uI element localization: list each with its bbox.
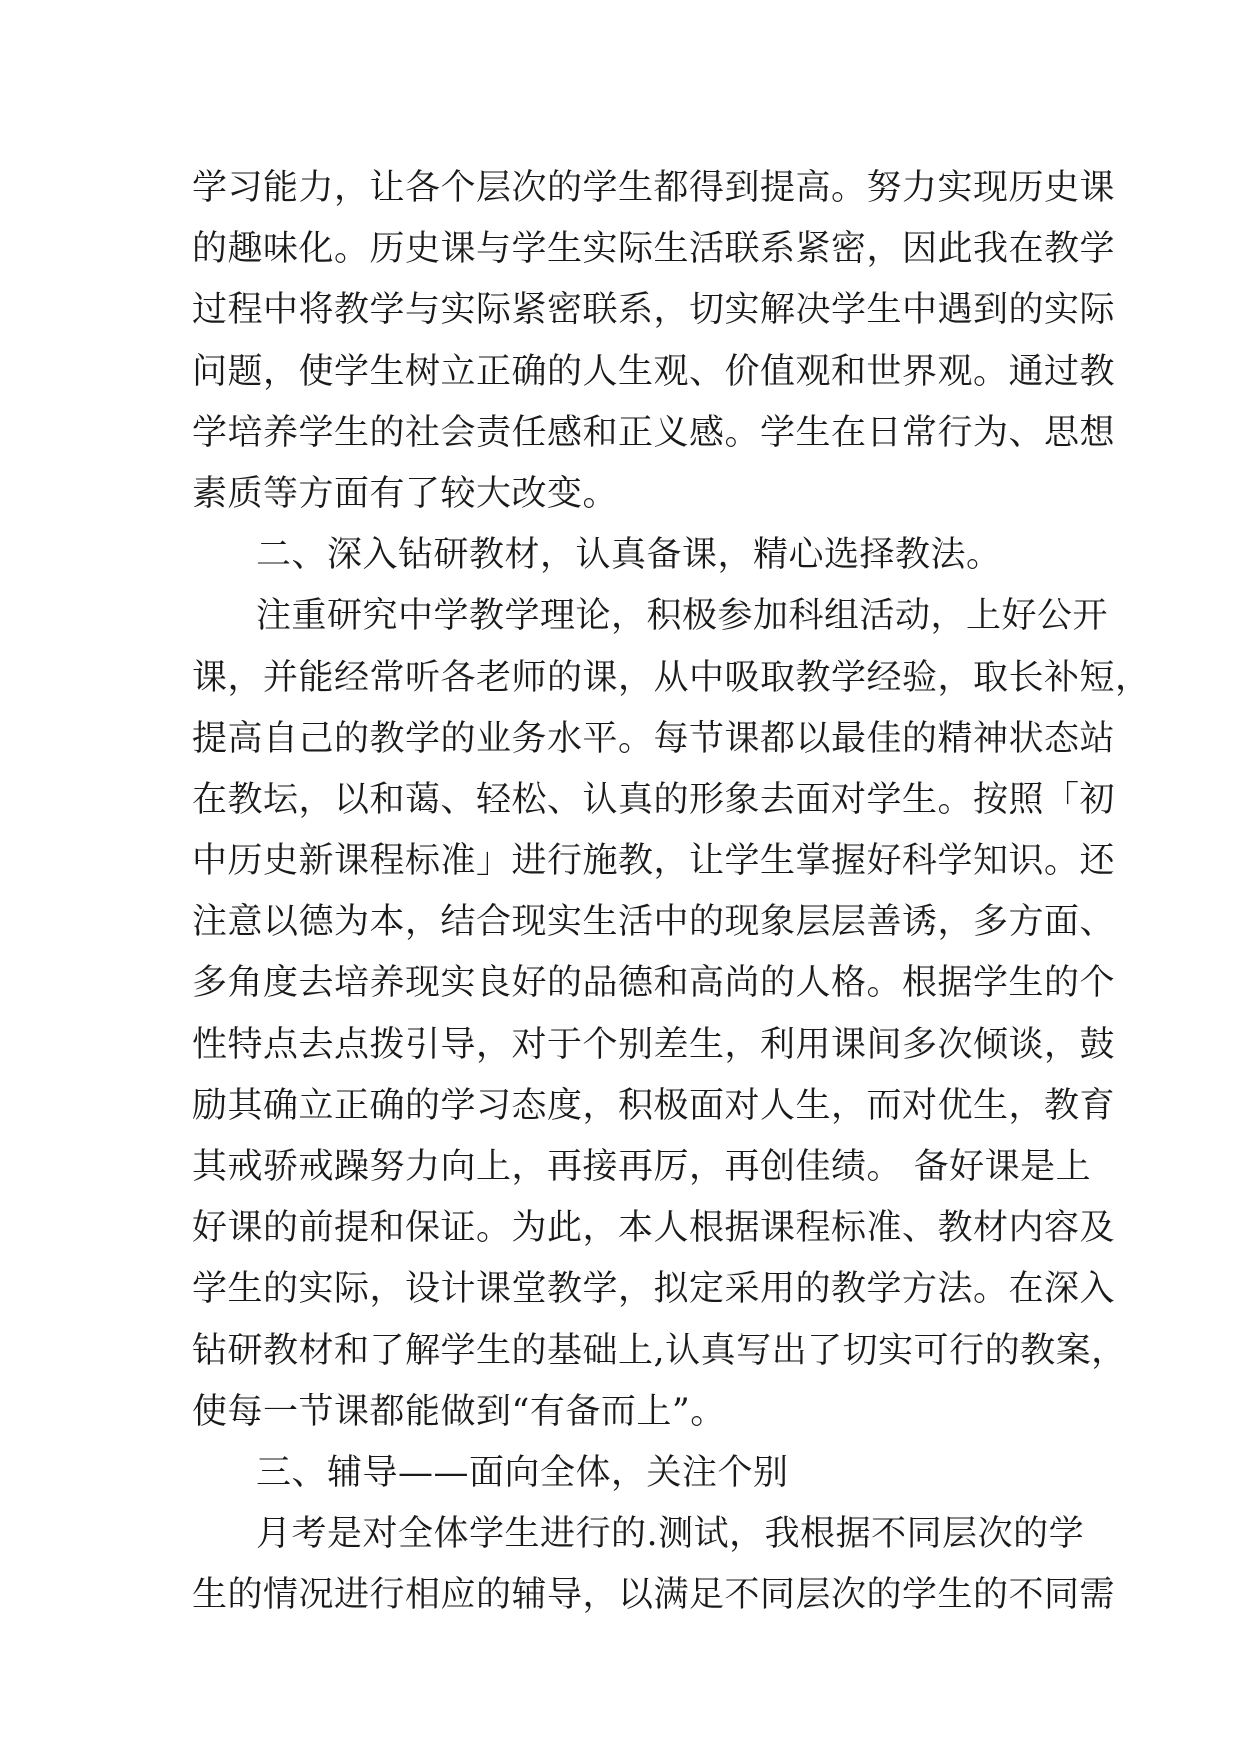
section-heading: 二、深入钻研教材，认真备课，精心选择教法。 <box>256 535 1002 576</box>
text-line: 过程中将教学与实际紧密联系，切实解决学生中遇到的实际 <box>192 290 1116 331</box>
text-line: 钻研教材和了解学生的基础上,认真写出了切实可行的教案， <box>192 1330 1127 1371</box>
text-line: 的趣味化。历史课与学生实际生活联系紧密，因此我在教学 <box>192 229 1116 270</box>
text-line: 其戒骄戒躁努力向上，再接再厉，再创佳绩。 备好课是上 <box>192 1147 1092 1187</box>
text-line: 提高自己的教学的业务水平。每节课都以最佳的精神状态站 <box>192 718 1116 759</box>
text-line: 中历史新课程标准」进行施教，让学生掌握好科学知识。还 <box>192 841 1116 882</box>
text-line: 注意以德为本，结合现实生活中的现象层层善诱，多方面、 <box>192 902 1116 943</box>
text-line: 学生的实际，设计课堂教学，拟定采用的教学方法。在深入 <box>192 1269 1116 1310</box>
text-line: 学习能力，让各个层次的学生都得到提高。努力实现历史课 <box>192 168 1116 208</box>
text-line: 使每一节课都能做到“有备而上”。 <box>192 1391 726 1432</box>
text-line: 课，并能经常听各老师的课，从中吸取教学经验，取长补短， <box>192 657 1151 698</box>
text-line: 注重研究中学教学理论，积极参加科组活动，上好公开 <box>256 596 1109 637</box>
text-line: 素质等方面有了较大改变。 <box>192 473 619 514</box>
text-line: 励其确立正确的学习态度，积极面对人生，而对优生，教育 <box>192 1085 1116 1126</box>
text-line: 生的情况进行相应的辅导，以满足不同层次的学生的不同需 <box>192 1575 1116 1616</box>
text-line: 性特点去点拨引导，对于个别差生，利用课间多次倾谈，鼓 <box>192 1024 1116 1065</box>
text-line: 好课的前提和保证。为此，本人根据课程标准、教材内容及 <box>192 1208 1116 1249</box>
text-line: 在教坛，以和蔼、轻松、认真的形象去面对学生。按照「初 <box>192 779 1116 820</box>
text-line: 多角度去培养现实良好的品德和高尚的人格。根据学生的个 <box>192 963 1116 1004</box>
body-text <box>192 158 1151 1627</box>
text-line: 学培养学生的社会责任感和正义感。学生在日常行为、思想 <box>192 412 1116 453</box>
section-heading: 三、辅导——面向全体，关注个别 <box>256 1452 789 1493</box>
text-line: 月考是对全体学生进行的.测试，我根据不同层次的学 <box>256 1514 1085 1555</box>
text-line: 问题，使学生树立正确的人生观、价值观和世界观。通过教 <box>192 351 1116 392</box>
